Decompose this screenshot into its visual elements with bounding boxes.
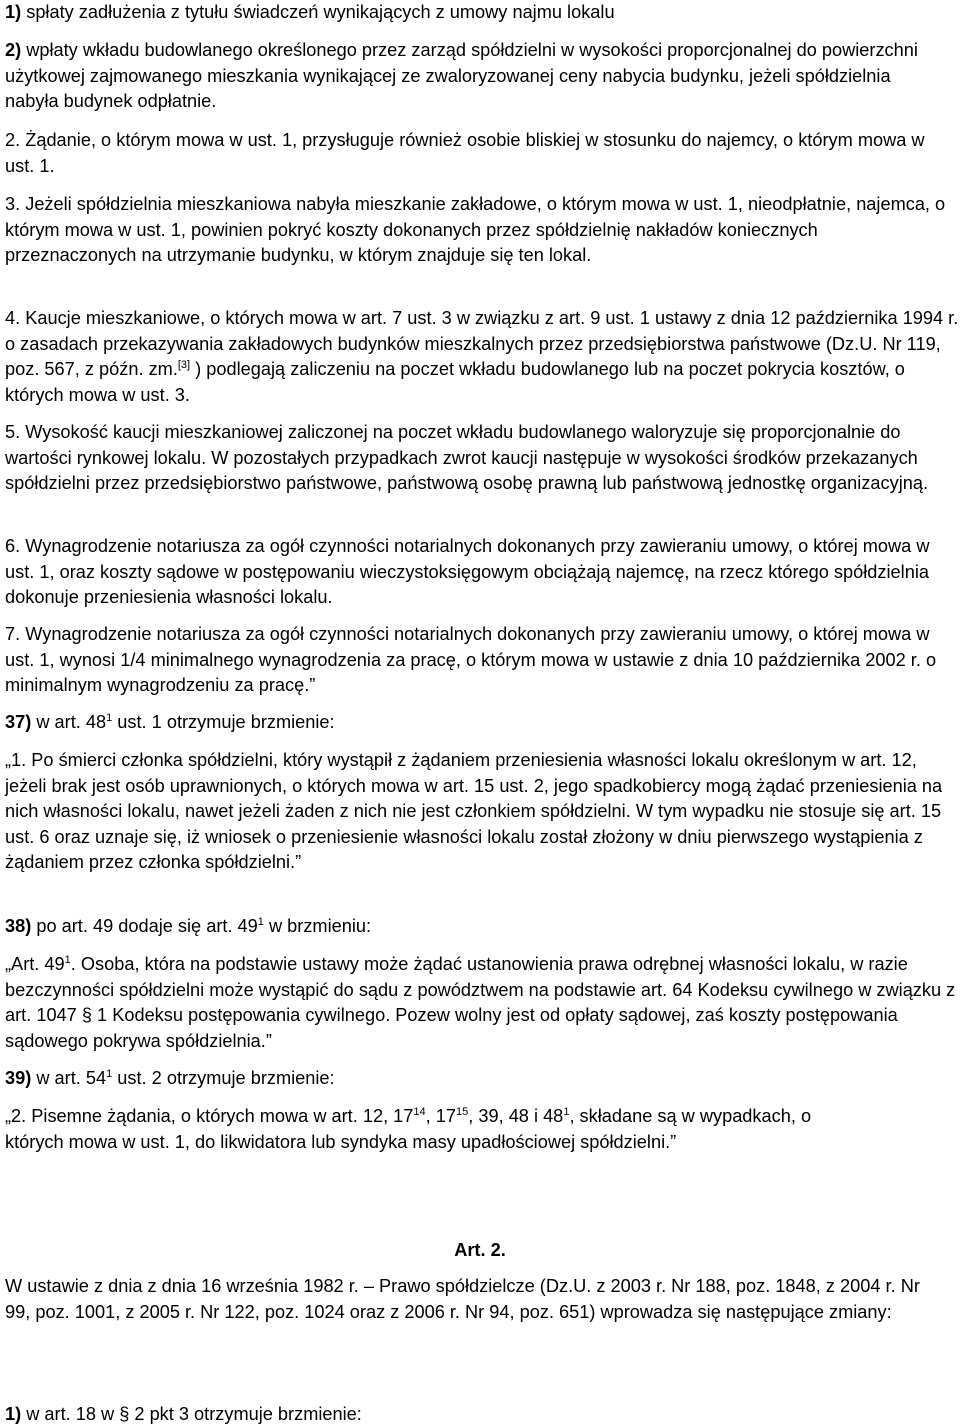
- amendment-text-cont: ust. 2 otrzymuje brzmienie:: [112, 1068, 335, 1088]
- paragraph-text-c: , 39, 48 i 48: [468, 1106, 564, 1126]
- footnote-ref[interactable]: [3]: [177, 358, 191, 371]
- amendment-text-cont: ust. 1 otrzymuje brzmienie:: [112, 712, 335, 732]
- amendment-text-cont: 2 pkt 3 otrzymuje brzmienie:: [129, 1404, 362, 1424]
- paragraph-text: „2. Pisemne żądania, o których mowa w art. 12, 17: [5, 1106, 414, 1126]
- paragraph-text: W ustawie z dnia z dnia 16 września 1982 r. – Prawo spółdzielcze (Dz.U. z 2003 r. Nr 188, poz. 1848, z 2004 r. Nr 99, poz. 1001, z 2005 r. Nr 122, poz. 1024 oraz z 2006 r. Nr 94, poz. 651) wprowadza się następujące zmiany:: [5, 1276, 920, 1322]
- paragraph-ust-5: [5, 420, 950, 497]
- amendment-39: [5, 1066, 335, 1092]
- amendment-number: 37): [5, 712, 32, 732]
- paragraph-text: 6. Wynagrodzenie notariusza za ogół czynności notarialnych dokonanych przy zawieraniu umowy, o której mowa w ust. 1, oraz koszty sądowe w postępowaniu wieczystoksięgowym obciążają najemcę, na rzecz którego spółdzielnia dokonuje przeniesienia własności lokalu.: [5, 536, 930, 607]
- amendment-text: w art. 18 w: [21, 1404, 120, 1424]
- article-heading: Art. 2.: [454, 1240, 506, 1260]
- amendment-text: po art. 49 dodaje się art. 49: [31, 916, 258, 936]
- superscript: 1: [257, 915, 264, 928]
- amendment-38: [5, 914, 371, 940]
- amendment-number: 39): [5, 1068, 32, 1088]
- quoted-provision-49-1: [5, 952, 960, 1054]
- amendment-number: 38): [5, 916, 32, 936]
- superscript: 15: [456, 1105, 469, 1118]
- section-sign: §: [81, 1005, 92, 1025]
- paragraph-text-b: , 17: [425, 1106, 456, 1126]
- item-text: spłaty zadłużenia z tytułu świadczeń wynikających z umowy najmu lokalu: [21, 2, 615, 22]
- superscript: 14: [413, 1105, 426, 1118]
- paragraph-text-b: . Osoba, która na podstawie ustawy może żądać ustanowienia prawa odrębnej własności lokalu, w razie bezczynności spółdzielni może wystąpić do sądu z powództwem na podstawie art. 64 Kodeksu cywilnego w związku z art. 1047: [5, 954, 956, 1025]
- amendment-text: w art. 54: [31, 1068, 107, 1088]
- paragraph-text: 3. Jeżeli spółdzielnia mieszkaniowa nabyła mieszkanie zakładowe, o którym mowa w ust. 1, nieodpłatnie, najemca, o którym mowa w ust. 1, powinien pokryć koszty dokonanych przez spółdzielnię nakładów koniecznych przeznaczonych na utrzymanie budynku, w którym znajduje się ten lokal.: [5, 194, 946, 265]
- paragraph-text: „1. Po śmierci członka spółdzielni, który wystąpił z żądaniem przeniesienia własności lokalu określonym w art. 12, jeżeli brak jest osób uprawnionych, o których mowa w art. 15 ust. 2, jego spadkobiercy mogą żądać przeniesienia na nich własności lokalu, nawet jeżeli żaden z nich nie jest członkiem spółdzielni. W tym wypadku nie stosuje się art. 15 ust. 6 oraz uznaje się, iż wniosek o przeniesienie własności lokalu został złożony w dniu pierwszego wystąpienia z żądaniem przez członka spółdzielni.”: [5, 750, 943, 872]
- paragraph-text-c: 1 Kodeksu postępowania cywilnego. Pozew wolny jest od opłaty sądowej, zaś koszty postępowania sądowego pokrywa spółdzielnia.”: [5, 1005, 898, 1051]
- paragraph-ust-4: [5, 306, 960, 408]
- superscript: 1: [563, 1105, 570, 1118]
- superscript: 1: [106, 1067, 113, 1080]
- paragraph-text: 4. Kaucje mieszkaniowe, o których mowa w art. 7 ust. 3 w związku z art. 9 ust. 1 ustawy z dnia 12 października 1994 r. o zasadach przekazywania zakładowych budynków mieszkalnych przez przedsiębiorstwa państwowe (Dz.U. Nr 119, poz. 567, z późn. zm.: [5, 308, 959, 379]
- paragraph-ust-2: [5, 128, 950, 179]
- amendment-1: [5, 1402, 362, 1428]
- amendment-37: [5, 710, 335, 736]
- paragraph-item-2: [5, 38, 945, 115]
- paragraph-text-d: , składane są w wypadkach, o których mowa w ust. 1, do likwidatora lub syndyka masy upadłościowej spółdzielni.”: [5, 1106, 812, 1152]
- superscript: 1: [106, 711, 113, 724]
- item-number: 2): [5, 40, 22, 60]
- amendment-number: 1): [5, 1404, 22, 1424]
- section-sign: §: [119, 1404, 130, 1424]
- paragraph-ust-7: [5, 622, 940, 699]
- paragraph-ust-6: [5, 534, 950, 611]
- paragraph-text: 5. Wysokość kaucji mieszkaniowej zaliczonej na poczet wkładu budowlanego waloryzuje się proporcjonalnie do wartości rynkowej lokalu. W pozostałych przypadkach zwrot kaucji następuje w wysokości środków przekazanych spółdzielni przez przedsiębiorstwo państwowe, państwową osobę prawną lub państwową jednostkę organizacyjną.: [5, 422, 929, 493]
- paragraph-ust-3: [5, 192, 947, 269]
- paragraph-text: 7. Wynagrodzenie notariusza za ogół czynności notarialnych dokonanych przy zawieraniu umowy, o której mowa w ust. 1, wynosi 1/4 minimalnego wynagrodzenia za pracę, o którym mowa w ustawie z dnia 10 października 2002 r. o minimalnym wynagrodzeniu za pracę.”: [5, 624, 937, 695]
- quoted-provision-54-1: [5, 1104, 845, 1155]
- paragraph-text-cont: ) podlegają zaliczeniu na poczet wkładu budowlanego lub na poczet pokrycia kosztów, o których mowa w ust. 3.: [5, 359, 905, 405]
- article-intro: [5, 1274, 950, 1325]
- amendment-text: w art. 48: [31, 712, 107, 732]
- paragraph-text: „Art. 49: [5, 954, 65, 974]
- superscript: 1: [64, 953, 71, 966]
- paragraph-item-1: [5, 0, 615, 26]
- item-text: wpłaty wkładu budowlanego określonego przez zarząd spółdzielni w wysokości proporcjonalnej do powierzchni użytkowej zajmowanego mieszkania wynikającej ze zwaloryzowanej ceny nabycia budynku, jeżeli spółdzielnia nabyła budynek odpłatnie.: [5, 40, 918, 111]
- amendment-text-cont: w brzmieniu:: [263, 916, 372, 936]
- quoted-provision-48-1: [5, 748, 945, 876]
- item-number: 1): [5, 2, 22, 22]
- paragraph-text: 2. Żądanie, o którym mowa w ust. 1, przysługuje również osobie bliskiej w stosunku do najemcy, o którym mowa w ust. 1.: [5, 130, 925, 176]
